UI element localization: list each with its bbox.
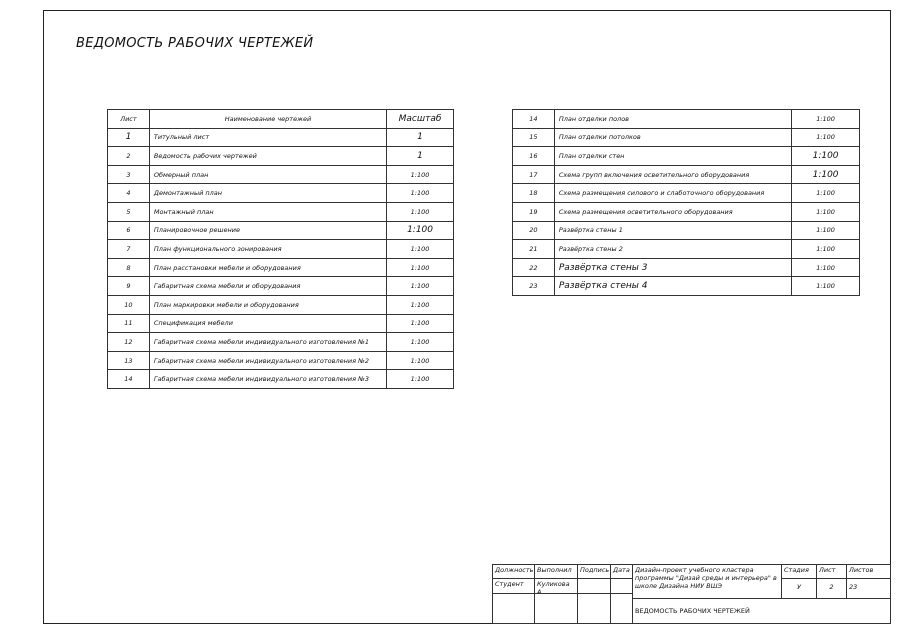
table-row (108, 258, 454, 277)
cell-sheet: 13 (108, 351, 150, 370)
cell-scale: 1:100 (387, 314, 454, 333)
table-row (108, 240, 454, 259)
cell-scale: 1 (387, 128, 454, 147)
cell-sheet: 15 (513, 128, 555, 147)
cell-scale: 1:100 (387, 277, 454, 296)
cell-scale: 1:100 (387, 240, 454, 259)
cell-scale: 1:100 (792, 184, 860, 203)
cell-name: Развёртка стены 1 (554, 221, 791, 240)
cell-scale: 1:100 (387, 351, 454, 370)
cell-scale: 1:100 (387, 295, 454, 314)
table-row (513, 165, 860, 184)
cell-scale: 1 (387, 147, 454, 166)
cell-scale: 1:100 (792, 128, 860, 147)
cell-scale: 1:100 (387, 165, 454, 184)
cell-scale: 1:100 (387, 202, 454, 221)
page-title: ВЕДОМОСТЬ РАБОЧИХ ЧЕРТЕЖЕЙ (76, 36, 314, 51)
stamp-position-label: Должность (492, 564, 535, 579)
table-row (513, 110, 860, 129)
stamp-stage-value: У (781, 578, 817, 599)
table-row (108, 277, 454, 296)
cell-sheet: 8 (108, 258, 150, 277)
table-row (108, 333, 454, 352)
cell-name: Монтажный план (149, 202, 386, 221)
cell-scale: 1:100 (387, 258, 454, 277)
table-row (108, 221, 454, 240)
cell-sheet: 3 (108, 165, 150, 184)
cell-sheet: 21 (513, 240, 555, 259)
drawings-list-table-left (107, 109, 454, 389)
cell-name: Демонтажный план (149, 184, 386, 203)
cell-name: Обмерный план (149, 165, 386, 184)
table-row (513, 184, 860, 203)
stamp-signature-label: Подпись (577, 564, 611, 579)
stamp-date-value (610, 578, 633, 594)
table-row (108, 165, 454, 184)
cell-scale: 1:100 (387, 221, 454, 240)
table-row (513, 202, 860, 221)
cell-scale: 1:100 (792, 147, 860, 166)
header-name: Наименование чертежей (149, 110, 386, 129)
stamp-sheets-label: Листов (846, 564, 891, 579)
cell-scale: 1:100 (792, 165, 860, 184)
table-row (513, 147, 860, 166)
cell-scale: 1:100 (792, 258, 860, 277)
cell-name: Развёртка стены 2 (554, 240, 791, 259)
cell-name: Титульный лист (149, 128, 386, 147)
cell-name: Схема размещения силового и слаботочного оборудования (554, 184, 791, 203)
table-row (108, 147, 454, 166)
cell-name: Габаритная схема мебели индивидуального изготовления №1 (149, 333, 386, 352)
cell-name: План маркировки мебели и оборудования (149, 295, 386, 314)
cell-sheet: 4 (108, 184, 150, 203)
cell-name: План функционального зонирования (149, 240, 386, 259)
cell-sheet: 14 (513, 110, 555, 129)
stamp-sheet-value: 2 (816, 578, 847, 599)
table-row (108, 128, 454, 147)
stamp-empty-cell (610, 593, 633, 624)
cell-scale: 1:100 (792, 277, 860, 296)
cell-sheet: 9 (108, 277, 150, 296)
header-sheet: Лист (108, 110, 150, 129)
cell-sheet: 12 (108, 333, 150, 352)
cell-name: Схема групп включения осветительного оборудования (554, 165, 791, 184)
table-row (108, 184, 454, 203)
cell-sheet: 19 (513, 202, 555, 221)
stamp-signature-value (577, 578, 611, 594)
table-row (513, 240, 860, 259)
stamp-stage-label: Стадия (781, 564, 817, 579)
cell-name: Габаритная схема мебели и оборудования (149, 277, 386, 296)
cell-sheet: 17 (513, 165, 555, 184)
stamp-empty-cell (492, 593, 535, 624)
header-scale: Масштаб (387, 110, 454, 129)
cell-sheet: 7 (108, 240, 150, 259)
cell-scale: 1:100 (792, 221, 860, 240)
stamp-executed-value: Куликова А. (534, 578, 578, 594)
cell-sheet: 22 (513, 258, 555, 277)
cell-sheet: 6 (108, 221, 150, 240)
stamp-sheets-value: 23 (846, 578, 891, 599)
stamp-project: Дизайн-проект учебного кластера программы "Дизай среды и интерьера" в школе Дизайна НИУ ВШЭ (632, 564, 782, 599)
cell-name: Габаритная схема мебели индивидуального изготовления №3 (149, 370, 386, 389)
table-row (513, 221, 860, 240)
table-row (108, 314, 454, 333)
cell-sheet: 5 (108, 202, 150, 221)
drawings-list-table-right (512, 109, 860, 296)
cell-name: Развёртка стены 3 (554, 258, 791, 277)
cell-name: План отделки полов (554, 110, 791, 129)
cell-sheet: 11 (108, 314, 150, 333)
cell-sheet: 1 (108, 128, 150, 147)
table-row (513, 258, 860, 277)
stamp-executed-label: Выполнил (534, 564, 578, 579)
cell-sheet: 10 (108, 295, 150, 314)
stamp-position-value: Студент (492, 578, 535, 594)
cell-scale: 1:100 (792, 240, 860, 259)
cell-name: Планировочное решение (149, 221, 386, 240)
cell-scale: 1:100 (792, 110, 860, 129)
cell-name: Схема размещения осветительного оборудования (554, 202, 791, 221)
stamp-empty-cell (534, 593, 578, 624)
cell-name: План отделки потолков (554, 128, 791, 147)
table-row (108, 295, 454, 314)
cell-name: Ведомость рабочих чертежей (149, 147, 386, 166)
cell-scale: 1:100 (387, 370, 454, 389)
table-row (513, 277, 860, 296)
table-row (108, 202, 454, 221)
stamp-empty-cell (577, 593, 611, 624)
cell-scale: 1:100 (792, 202, 860, 221)
cell-name: Спецификация мебели (149, 314, 386, 333)
cell-sheet: 20 (513, 221, 555, 240)
table-row (108, 370, 454, 389)
title-block (492, 564, 891, 624)
cell-name: План отделки стен (554, 147, 791, 166)
table-row (108, 351, 454, 370)
cell-name: Развёртка стены 4 (554, 277, 791, 296)
table-row (513, 128, 860, 147)
cell-sheet: 18 (513, 184, 555, 203)
cell-sheet: 16 (513, 147, 555, 166)
stamp-doc-title: ВЕДОМОСТЬ РАБОЧИХ ЧЕРТЕЖЕЙ (632, 598, 891, 624)
stamp-date-label: Дата (610, 564, 633, 579)
stamp-sheet-label: Лист (816, 564, 847, 579)
cell-sheet: 23 (513, 277, 555, 296)
table-header-row (108, 110, 454, 129)
cell-sheet: 2 (108, 147, 150, 166)
cell-sheet: 14 (108, 370, 150, 389)
cell-name: Габаритная схема мебели индивидуального изготовления №2 (149, 351, 386, 370)
cell-scale: 1:100 (387, 184, 454, 203)
cell-name: План расстановки мебели и оборудования (149, 258, 386, 277)
cell-scale: 1:100 (387, 333, 454, 352)
